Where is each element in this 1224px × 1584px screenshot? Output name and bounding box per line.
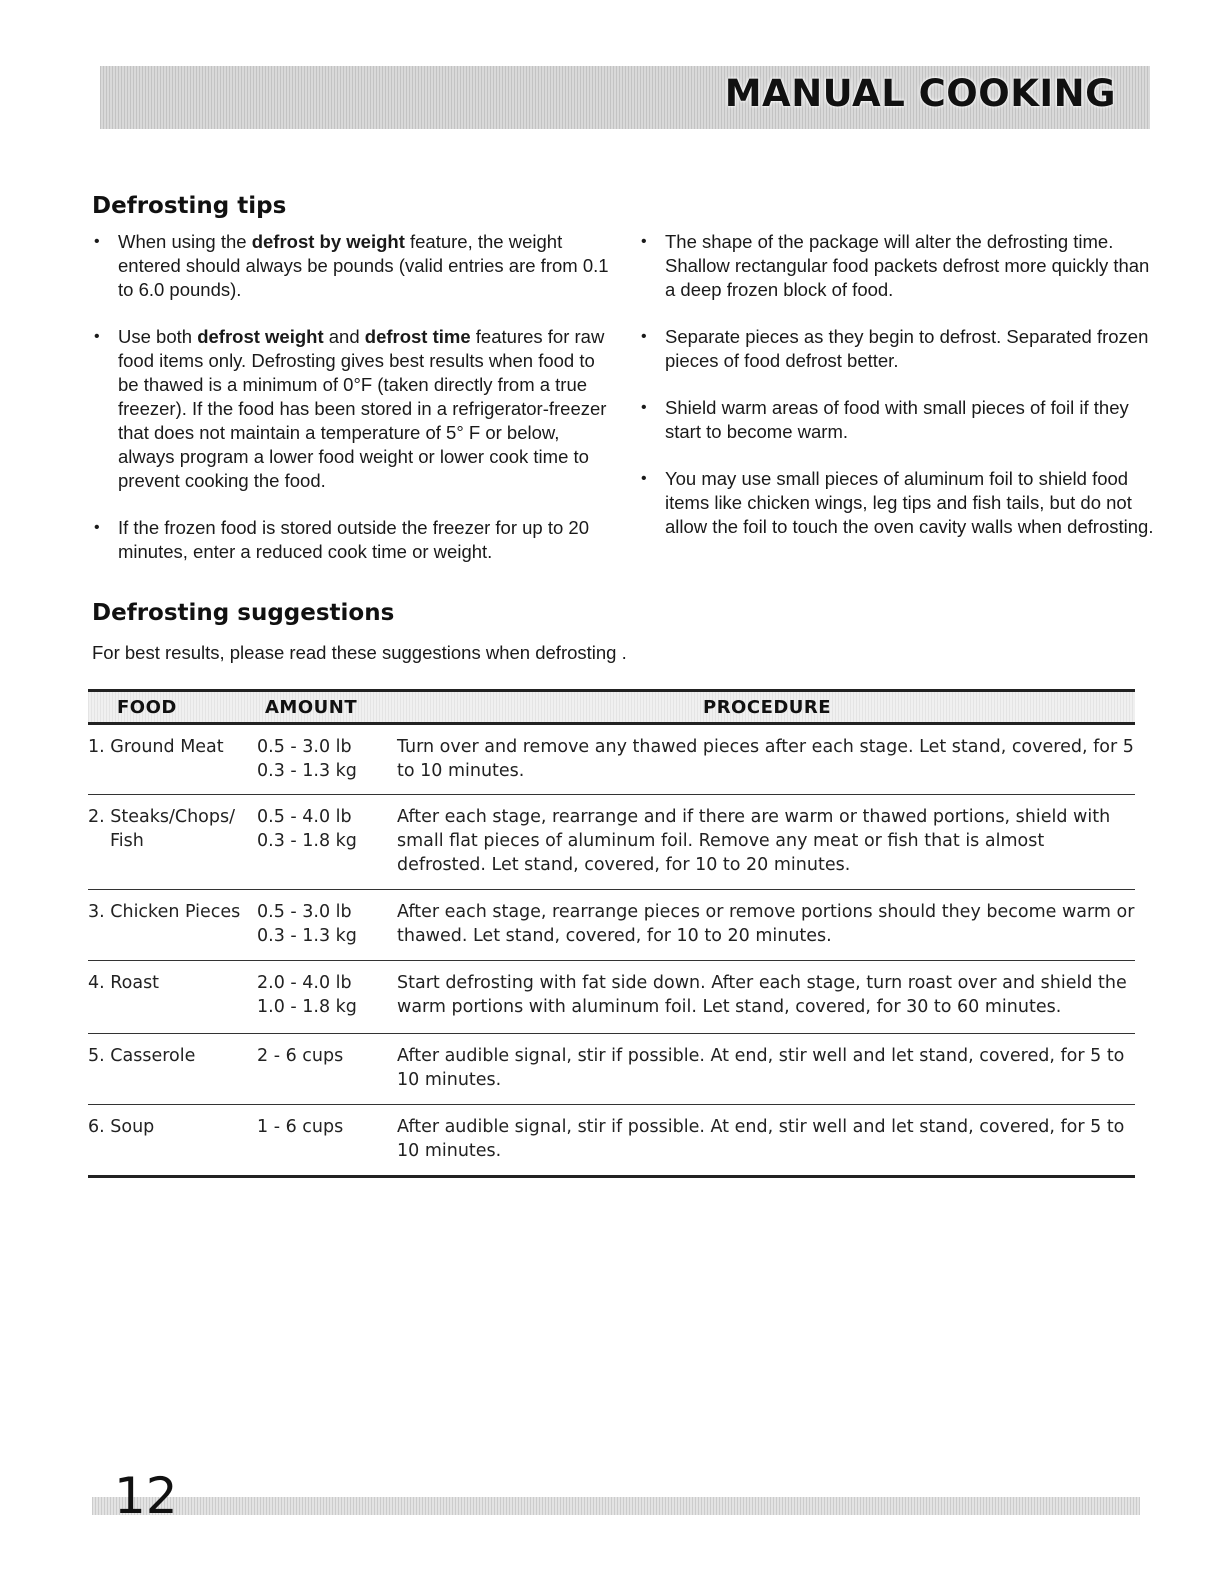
food-cell bbox=[88, 735, 256, 759]
amount-cell bbox=[257, 805, 397, 853]
amount-cell bbox=[257, 900, 397, 948]
tip-item bbox=[639, 396, 1163, 444]
defrost-table bbox=[88, 689, 1135, 1178]
tip-text: Use both bbox=[118, 326, 198, 347]
food-cell bbox=[88, 1044, 256, 1068]
tip-item bbox=[92, 325, 614, 493]
tip-text: The shape of the package will alter the defrosting time. Shallow rectangular food packets defrost more quickly than a deep frozen block of food. bbox=[665, 231, 1150, 300]
amount-value: 0.5 - 4.0 lb bbox=[257, 807, 352, 827]
tip-text: When using the bbox=[118, 231, 252, 252]
amount-value: 0.3 - 1.3 kg bbox=[257, 926, 357, 946]
tip-text: feature, the weight entered should always be pounds (valid entries are from 0.1 to 6.0 pounds). bbox=[118, 231, 609, 300]
col-header-food: FOOD bbox=[117, 697, 177, 718]
tip-bold-text: defrost time bbox=[364, 326, 471, 347]
tip-text: If the frozen food is stored outside the freezer for up to 20 minutes, enter a reduced cook time or weight. bbox=[118, 517, 590, 562]
procedure-cell: After audible signal, stir if possible. At end, stir well and let stand, covered, for 5 to 10 minutes. bbox=[397, 1117, 1125, 1161]
food-name: 3. Chicken Pieces bbox=[88, 902, 241, 922]
tip-text: You may use small pieces of aluminum foil to shield food items like chicken wings, leg tips and fish tails, but do not allow the foil to touch the oven cavity walls when defrosting. bbox=[665, 468, 1154, 537]
amount-cell bbox=[257, 1044, 397, 1068]
col-header-amount: AMOUNT bbox=[265, 697, 358, 718]
table-row bbox=[88, 890, 1135, 961]
food-name: 2. Steaks/Chops/ bbox=[88, 807, 236, 827]
procedure-cell: Turn over and remove any thawed pieces after each stage. Let stand, covered, for 5 to 10 minutes. bbox=[397, 737, 1134, 781]
food-cell bbox=[88, 805, 256, 853]
food-cell bbox=[88, 971, 256, 995]
table-row bbox=[88, 1034, 1135, 1105]
tip-bold-text: defrost by weight bbox=[251, 231, 405, 252]
amount-value: 2.0 - 4.0 lb bbox=[257, 973, 352, 993]
tip-text: Separate pieces as they begin to defrost. Separated frozen pieces of food defrost better. bbox=[665, 326, 1149, 371]
table-row bbox=[88, 961, 1135, 1034]
food-cell bbox=[88, 1115, 256, 1139]
food-name: 5. Casserole bbox=[88, 1046, 196, 1066]
amount-value: 1.0 - 1.8 kg bbox=[257, 997, 357, 1017]
page-title: MANUAL COOKING bbox=[724, 72, 1116, 115]
procedure-cell: After audible signal, stir if possible. At end, stir well and let stand, covered, for 5 to 10 minutes. bbox=[397, 1046, 1125, 1090]
tip-item bbox=[639, 467, 1163, 539]
procedure-cell: After each stage, rearrange pieces or remove portions should they become warm or thawed. Let stand, covered, for 10 to 20 minutes. bbox=[397, 902, 1135, 946]
table-body bbox=[88, 725, 1135, 1178]
food-cell bbox=[88, 900, 256, 924]
amount-value: 0.5 - 3.0 lb bbox=[257, 902, 352, 922]
page-number: 12 bbox=[114, 1467, 178, 1525]
tip-text: Shield warm areas of food with small pieces of foil if they start to become warm. bbox=[665, 397, 1129, 442]
amount-value: 0.3 - 1.8 kg bbox=[257, 831, 357, 851]
tips-heading: Defrosting tips bbox=[92, 193, 287, 219]
table-row bbox=[88, 795, 1135, 890]
amount-value: 0.3 - 1.3 kg bbox=[257, 761, 357, 781]
food-name: 4. Roast bbox=[88, 973, 160, 993]
suggestions-heading: Defrosting suggestions bbox=[92, 600, 395, 626]
amount-cell bbox=[257, 1115, 397, 1139]
tip-text: features for raw food items only. Defrosting gives best results when food to be thawed is a minimum of 0°F (taken directly from a true freezer). If the food has been stored in a refrigerator-freezer that does not maintain a temperature of 5° F or below, always program a lower food weight or lower cook time to prevent cooking the food. bbox=[118, 326, 607, 491]
procedure-cell: After each stage, rearrange and if there are warm or thawed portions, shield with small flat pieces of aluminum foil. Remove any meat or fish that is almost defrosted. Let stand, covered, for 10 to 20 minutes. bbox=[397, 807, 1111, 875]
tip-item bbox=[639, 230, 1163, 302]
table-header bbox=[88, 689, 1135, 725]
food-name: 6. Soup bbox=[88, 1117, 155, 1137]
col-header-procedure: PROCEDURE bbox=[703, 697, 832, 718]
procedure-cell: Start defrosting with fat side down. After each stage, turn roast over and shield the warm portions with aluminum foil. Let stand, covered, for 30 to 60 minutes. bbox=[397, 973, 1127, 1017]
footer-band bbox=[92, 1497, 1140, 1515]
food-name: Fish bbox=[110, 831, 144, 851]
table-row bbox=[88, 1105, 1135, 1178]
header-banner bbox=[100, 66, 1150, 129]
amount-cell bbox=[257, 735, 397, 783]
tips-left-column bbox=[92, 230, 614, 564]
amount-value: 2 - 6 cups bbox=[257, 1046, 344, 1066]
suggestions-intro: For best results, please read these suggestions when defrosting . bbox=[92, 642, 627, 663]
tip-item bbox=[92, 516, 614, 564]
amount-value: 0.5 - 3.0 lb bbox=[257, 737, 352, 757]
food-name: 1. Ground Meat bbox=[88, 737, 224, 757]
tip-bold-text: defrost weight bbox=[197, 326, 324, 347]
tip-item bbox=[639, 325, 1163, 373]
tip-text: and bbox=[323, 326, 365, 347]
tips-right-column bbox=[639, 230, 1163, 539]
tip-item bbox=[92, 230, 614, 302]
table-row bbox=[88, 725, 1135, 795]
amount-cell bbox=[257, 971, 397, 1019]
amount-value: 1 - 6 cups bbox=[257, 1117, 344, 1137]
